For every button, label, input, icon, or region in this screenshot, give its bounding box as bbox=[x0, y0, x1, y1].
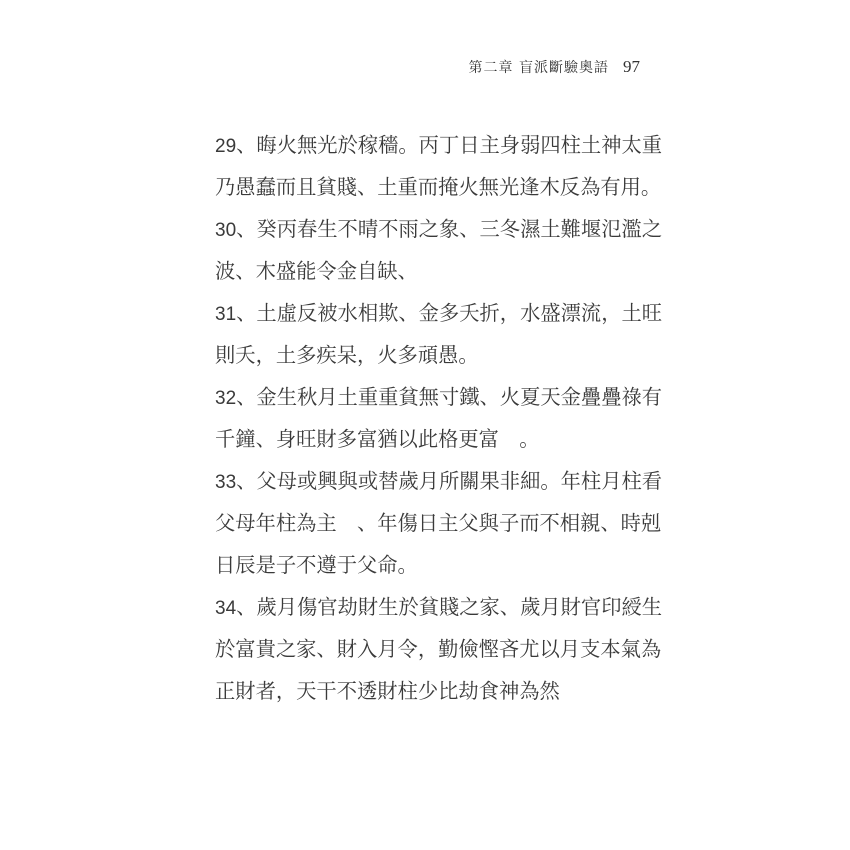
entry-30-line-1 bbox=[215, 212, 663, 254]
entry-number: 33 bbox=[215, 472, 237, 493]
entry-29-line-2: 乃愚蠢而且貧賤、土重而掩火無光逢木反為有用。 bbox=[215, 175, 662, 199]
entry-34-line-2: 於富貴之家、財入月令，勤儉慳吝尤以月支本氣為 bbox=[215, 637, 662, 661]
entry-text: 、晦火無光於稼穡。丙丁日主身弱四柱土神太重 bbox=[236, 133, 663, 157]
entry-number: 34 bbox=[215, 598, 237, 619]
entry-32-line-2: 千鐘、身旺財多富猶以此格更富 。 bbox=[215, 427, 540, 451]
entry-33-line-2: 父母年柱為主 、年傷日主父與子而不相親、時剋 bbox=[215, 511, 662, 535]
entry-32-line-1 bbox=[215, 380, 663, 422]
entry-text: 、癸丙春生不晴不雨之象、三冬濕土難堰氾濫之 bbox=[236, 217, 663, 241]
entry-31-line-1 bbox=[215, 296, 663, 338]
running-header bbox=[469, 57, 640, 77]
entry-text: 、父母或興與或替歲月所關果非細。年柱月柱看 bbox=[236, 469, 663, 493]
entry-34-line-1 bbox=[215, 590, 663, 632]
entry-number: 32 bbox=[215, 388, 237, 409]
entry-31-line-2: 則夭，土多疾呆，火多頑愚。 bbox=[215, 343, 479, 367]
entry-33-line-1 bbox=[215, 464, 663, 506]
entry-33-line-3: 日辰是子不遵于父命。 bbox=[215, 553, 418, 577]
body-text bbox=[215, 128, 663, 716]
entry-text: 、歲月傷官劫財生於貧賤之家、歲月財官印綬生 bbox=[236, 595, 663, 619]
entry-number: 31 bbox=[215, 304, 237, 325]
entry-30-line-2: 波、木盛能令金自缺、 bbox=[215, 259, 418, 283]
entry-text: 、金生秋月土重重貧無寸鐵、火夏天金疊疊祿有 bbox=[236, 385, 663, 409]
page-number: 97 bbox=[623, 57, 640, 76]
entry-text: 、土虛反被水相欺、金多夭折，水盛漂流，土旺 bbox=[236, 301, 663, 325]
entry-number: 29 bbox=[215, 136, 237, 157]
chapter-title: 第二章 盲派斷驗奧語 bbox=[468, 60, 609, 76]
entry-29-line-1 bbox=[215, 128, 663, 170]
entry-number: 30 bbox=[215, 220, 237, 241]
entry-34-line-3: 正財者，天干不透財柱少比劫食神為然 bbox=[215, 679, 560, 703]
